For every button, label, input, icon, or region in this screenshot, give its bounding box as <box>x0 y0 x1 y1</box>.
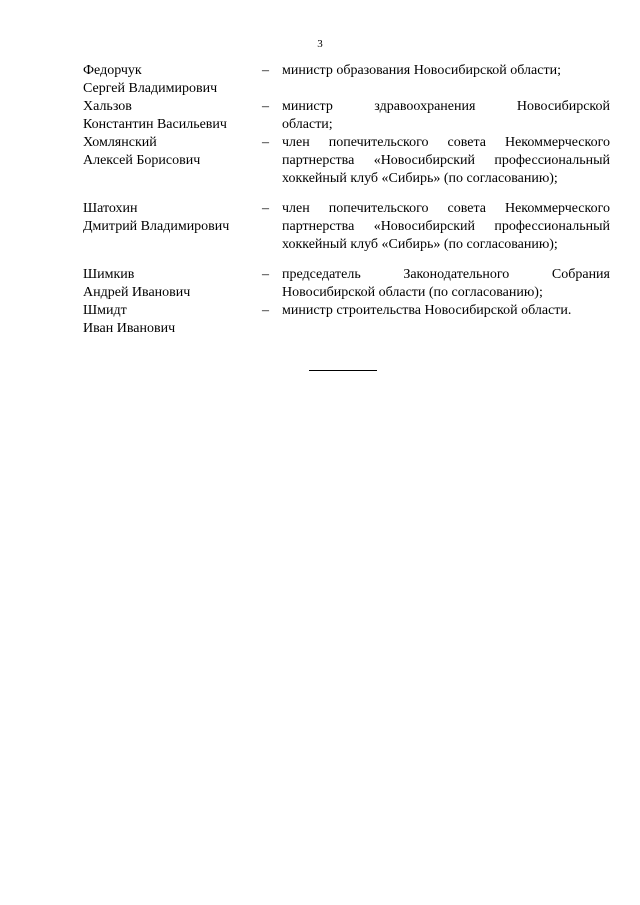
member-given-name: Андрей Иванович <box>83 285 191 300</box>
dash-separator: – <box>262 63 269 78</box>
role-line: Новосибирской области (по согласованию); <box>282 285 543 300</box>
member-given-name: Дмитрий Владимирович <box>83 219 230 234</box>
member-entry <box>83 98 610 134</box>
dash-separator: – <box>262 201 269 216</box>
member-surname: Шимкив <box>83 267 135 282</box>
member-name <box>83 98 262 134</box>
dash-separator: – <box>262 99 269 114</box>
role-line: партнерства «Новосибирский профессиональный <box>282 219 610 234</box>
member-entry <box>83 266 610 302</box>
member-list <box>83 62 610 338</box>
member-role <box>282 200 610 254</box>
member-name <box>83 302 262 338</box>
member-surname: Шатохин <box>83 201 138 216</box>
dash-separator: – <box>262 303 269 318</box>
member-entry <box>83 62 610 98</box>
dash-separator: – <box>262 135 269 150</box>
role-line: министр строительства Новосибирской области. <box>282 303 572 318</box>
member-given-name: Алексей Борисович <box>83 153 201 168</box>
member-name <box>83 266 262 302</box>
member-role <box>282 266 610 302</box>
member-role <box>282 98 610 134</box>
member-surname: Шмидт <box>83 303 127 318</box>
member-entry <box>83 200 610 254</box>
role-line: министр образования Новосибирской области; <box>282 63 561 78</box>
member-role <box>282 302 610 320</box>
member-surname: Хальзов <box>83 99 132 114</box>
page-number: 3 <box>317 38 323 50</box>
member-entry <box>83 134 610 188</box>
member-given-name: Иван Иванович <box>83 321 176 336</box>
member-name <box>83 200 262 236</box>
role-line: хоккейный клуб «Сибирь» (по согласованию); <box>282 237 558 252</box>
member-role <box>282 62 610 80</box>
role-line: области; <box>282 117 333 132</box>
member-name <box>83 134 262 170</box>
member-surname: Хомлянский <box>83 135 157 150</box>
member-name <box>83 62 262 98</box>
member-given-name: Константин Васильевич <box>83 117 227 132</box>
role-line: председатель Законодательного Собрания <box>282 267 610 282</box>
member-entry <box>83 302 610 338</box>
role-line: министр здравоохранения Новосибирской <box>282 99 610 114</box>
role-line: хоккейный клуб «Сибирь» (по согласованию); <box>282 171 558 186</box>
member-given-name: Сергей Владимирович <box>83 81 218 96</box>
member-surname: Федорчук <box>83 63 142 78</box>
member-role <box>282 134 610 188</box>
dash-separator: – <box>262 267 269 282</box>
end-of-list-rule <box>309 370 377 371</box>
role-line: партнерства «Новосибирский профессиональный <box>282 153 610 168</box>
role-line: член попечительского совета Некоммерческого <box>282 201 610 216</box>
role-line: член попечительского совета Некоммерческого <box>282 135 610 150</box>
